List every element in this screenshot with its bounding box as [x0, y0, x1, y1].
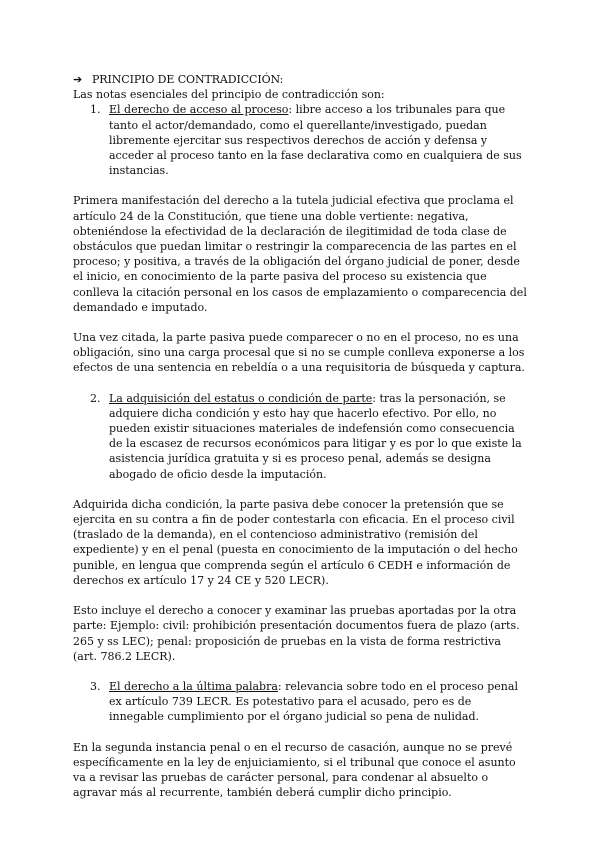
section-title: PRINCIPIO DE CONTRADICCIÓN: [92, 73, 284, 86]
paragraph-2: Una vez citada, la parte pasiva puede comparecer o no en el proceso, no es una obligación, sino una carga procesal que si no se cumple conlleva exponerse a los efectos de una sentencia en rebeldía o a una requisitoria de búsqueda y captura. [73, 331, 525, 375]
paragraph-1: Primera manifestación del derecho a la tutela judicial efectiva que proclama el artículo 24 de la Constitución, que tiene una doble vertiente: negativa, obteniéndose la efectividad de la declaración de ilegitimidad de toda clase de obstáculos que puedan limitar o restringir la comparecencia de las partes en el proceso; y positiva, a través de la obligación del órgano judicial de poner, desde el inicio, en conocimiento de la parte pasiva del proceso su existencia que conlleva la citación personal en los casos de emplazamiento o comparecencia del demandado e imputado. [73, 194, 527, 314]
list-text: : relevancia sobre todo en el proceso penal ex artículo 739 LECR. Es potestativo para el acusado, pero es de innegable cumplimiento por el órgano judicial so pena de nulidad. [109, 679, 518, 724]
arrow-icon: ➔ [73, 73, 83, 86]
list-text: : libre acceso a los tribunales para que tanto el actor/demandado, como el querellante/investigado, puedan libremente ejercitar sus respectivos derechos de acción y defensa y acceder al proceso tanto en la fase declarativa como en cualquiera de sus instancias. [109, 103, 522, 178]
list-item-2 [73, 391, 528, 482]
list-item-1 [73, 102, 528, 178]
list-term: El derecho a la última palabra [109, 679, 278, 693]
list-text: : tras la personación, se adquiere dicha condición y esto hay que hacerlo efectivo. Por ello, no pueden existir situaciones materiales de indefensión como consecuencia de la escasez de recursos económicos para litigar y es por lo que existe la asistencia jurídica gratuita y si es proceso penal, además se designa abogado de oficio desde la imputación. [109, 391, 522, 481]
list-number: 2. [90, 391, 101, 405]
list-number: 3. [90, 679, 101, 693]
section-heading [73, 72, 528, 87]
list-term: La adquisición del estatus o condición de parte [109, 391, 373, 405]
paragraph-3: Adquirida dicha condición, la parte pasiva debe conocer la pretensión que se ejercita en su contra a fin de poder contestarla con eficacia. En el proceso civil (traslado de la demanda), en el contencioso administrativo (remisión del expediente) y en el penal (puesta en conocimiento de la imputación o del hecho punible, en lengua que comprenda según el artículo 6 CEDH e información de derechos ex artículo 17 y 24 CE y 520 LECR). [73, 497, 518, 587]
paragraph-4: Esto incluye el derecho a conocer y examinar las pruebas aportadas por la otra parte: Ejemplo: civil: prohibición presentación documentos fuera de plazo (arts. 265 y ss LEC); penal: proposición de pruebas en la vista de forma restrictiva (art. 786.2 LECR). [73, 604, 520, 663]
list-term: El derecho de acceso al proceso [109, 103, 289, 117]
list-number: 1. [90, 103, 101, 117]
document-page [73, 72, 528, 800]
paragraph-5: En la segunda instancia penal o en el recurso de casación, aunque no se prevé específicamente en la ley de enjuiciamiento, si el tribunal que conoce el asunto va a revisar las pruebas de carácter personal, para condenar al absuelto o agravar más al recurrente, también deberá cumplir dicho principio. [73, 740, 516, 800]
intro-text: Las notas esenciales del principio de contradicción son: [73, 88, 385, 102]
list-item-3 [73, 679, 528, 725]
